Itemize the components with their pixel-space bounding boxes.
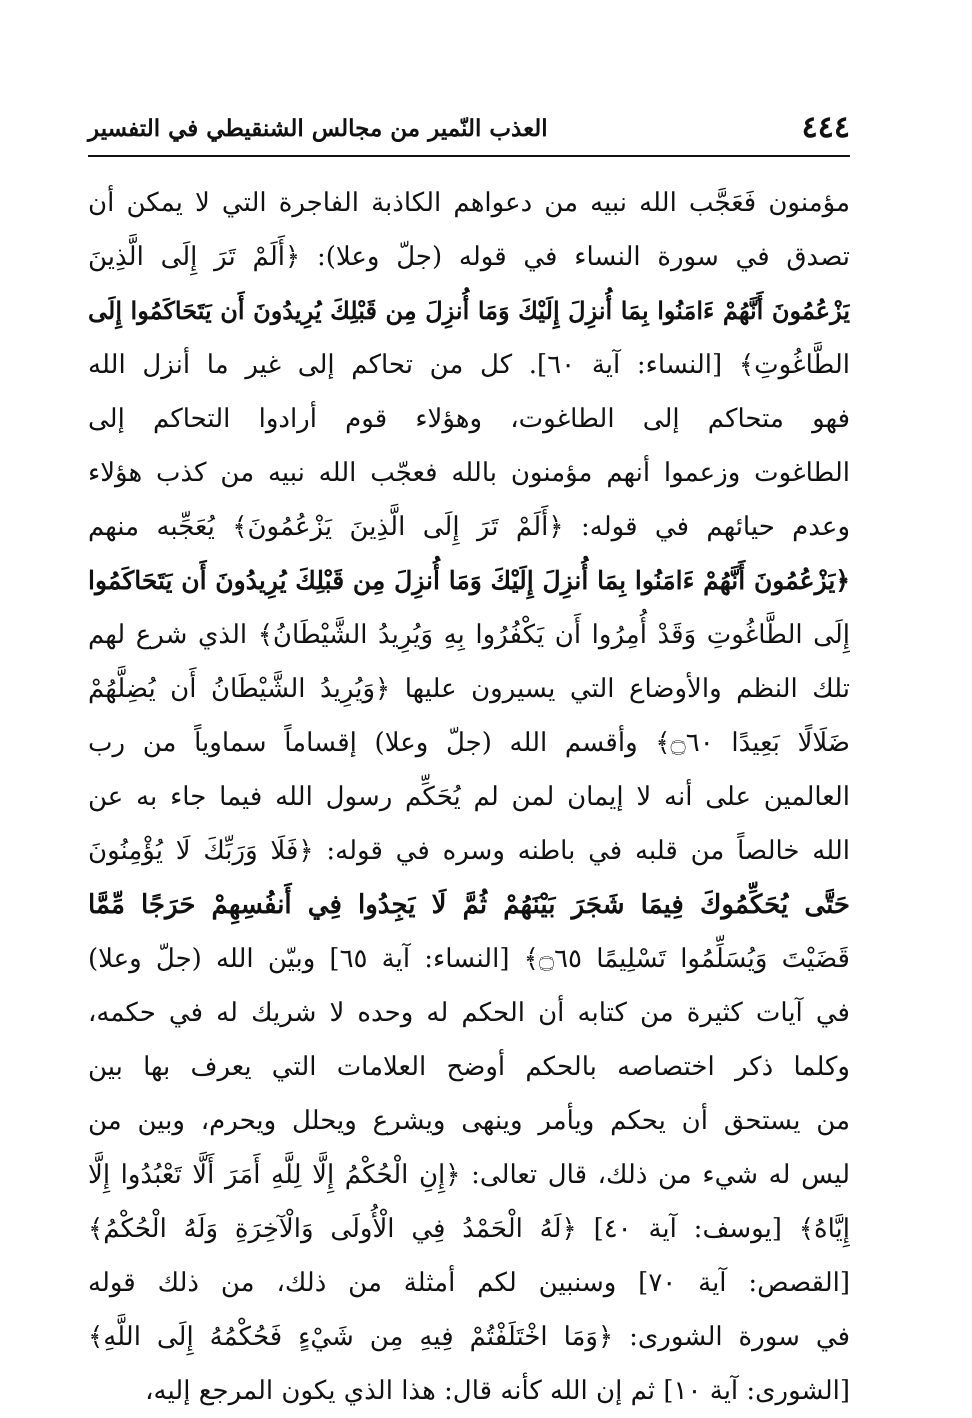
text-line: فهو متحاكم إلى الطاغوت، وهؤلاء قوم أرادوا التحاكم إلى [88, 404, 850, 434]
page-header [88, 108, 850, 152]
text-line: [الشورى: آية ١٠] ثم إن الله كأنه قال: هذا الذي يكون المرجع إليه، [145, 1376, 850, 1406]
header-divider [88, 155, 850, 157]
text-line: تصدق في سورة النساء في قوله (جلّ وعلا): ﴿أَلَمْ تَرَ إِلَى الَّذِينَ [88, 242, 850, 272]
text-line: قَضَيْتَ وَيُسَلِّمُوا تَسْلِيمًا ۝٦٥﴾ [النساء: آية ٦٥] وبيّن الله (جلّ وعلا) [88, 944, 850, 974]
text-line: في آيات كثيرة من كتابه أن الحكم له وحده لا شريك له في حكمه، [88, 998, 850, 1028]
text-line: حَتَّى يُحَكِّمُوكَ فِيمَا شَجَرَ بَيْنَهُمْ ثُمَّ لَا يَجِدُوا فِي أَنفُسِهِمْ حَرَجًا مِّمَّا [88, 890, 850, 920]
text-line: الله خالصاً من قلبه في باطنه وسره في قوله: ﴿فَلَا وَرَبِّكَ لَا يُؤْمِنُونَ [88, 836, 850, 866]
text-line: وكلما ذكر اختصاصه بالحكم أوضح العلامات التي يعرف بها بين [88, 1052, 850, 1082]
running-title: العذب النّمير من مجالس الشنقيطي في التفسير [88, 115, 548, 142]
body-text [88, 176, 850, 1418]
text-line: مؤمنون فَعَجَّب الله نبيه من دعواهم الكاذبة الفاجرة التي لا يمكن أن [88, 188, 850, 218]
text-line: العالمين على أنه لا إيمان لمن لم يُحَكِّم رسول الله فيما جاء به عن [88, 782, 850, 812]
text-line: [القصص: آية ٧٠] وسنبين لكم أمثلة من ذلك، من ذلك قوله [88, 1268, 850, 1298]
text-line: تلك النظم والأوضاع التي يسيرون عليها ﴿وَيُرِيدُ الشَّيْطَانُ أَن يُضِلَّهُمْ [88, 674, 850, 704]
text-line: من يستحق أن يحكم ويأمر وينهى ويشرع ويحلل ويحرم، وبين من [88, 1106, 850, 1136]
text-line: الطاغوت وزعموا أنهم مؤمنون بالله فعجّب الله نبيه من كذب هؤلاء [88, 458, 850, 488]
text-line: يَزْعُمُونَ أَنَّهُمْ ءَامَنُوا بِمَا أُنزِلَ إِلَيْكَ وَمَا أُنزِلَ مِن قَبْلِكَ يُرِيدُونَ أَن يَتَحَاكَمُوا إِلَى [88, 296, 850, 325]
text-line: ليس له شيء من ذلك، قال تعالى: ﴿إِنِ الْحُكْمُ إِلَّا لِلَّهِ أَمَرَ أَلَّا تَعْبُدُوا إِلَّا [88, 1160, 850, 1190]
text-line: ضَلَالًا بَعِيدًا ۝٦٠﴾ وأقسم الله (جلّ وعلا) إقساماً سماوياً من رب [88, 728, 850, 758]
text-line: ﴿يَزْعُمُونَ أَنَّهُمْ ءَامَنُوا بِمَا أُنزِلَ إِلَيْكَ وَمَا أُنزِلَ مِن قَبْلِكَ يُرِيدُونَ أَن يَتَحَاكَمُوا [88, 566, 850, 595]
text-line: وعدم حيائهم في قوله: ﴿أَلَمْ تَرَ إِلَى الَّذِينَ يَزْعُمُونَ﴾ يُعَجِّبه منهم [88, 512, 850, 542]
text-line: في سورة الشورى: ﴿وَمَا اخْتَلَفْتُمْ فِيهِ مِن شَيْءٍ فَحُكْمُهُ إِلَى اللَّهِ﴾ [88, 1322, 850, 1352]
page-number: ٤٤٤ [801, 110, 850, 145]
text-line: الطَّاغُوتِ﴾ [النساء: آية ٦٠]. كل من تحاكم إلى غير ما أنزل الله [88, 350, 850, 380]
text-line: إِلَى الطَّاغُوتِ وَقَدْ أُمِرُوا أَن يَكْفُرُوا بِهِ وَيُرِيدُ الشَّيْطَانُ﴾ الذي شرع لهم [88, 620, 850, 650]
text-line: إِيَّاهُ﴾ [يوسف: آية ٤٠] ﴿لَهُ الْحَمْدُ فِي الْأُولَى وَالْآخِرَةِ وَلَهُ الْحُكْمُ﴾ [88, 1214, 850, 1244]
